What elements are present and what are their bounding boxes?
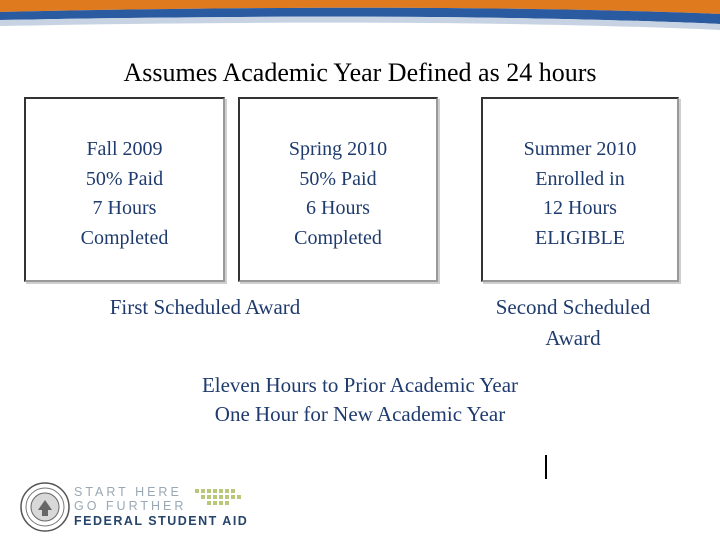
hours-allocation-note bbox=[0, 371, 720, 429]
second-scheduled-award-label bbox=[455, 292, 691, 354]
term-line: 12 Hours bbox=[543, 197, 617, 219]
logo-line: START HERE bbox=[74, 485, 182, 499]
term-line: 6 Hours bbox=[306, 197, 370, 219]
term-line: 7 Hours bbox=[92, 197, 157, 219]
award-line: Award bbox=[545, 326, 601, 350]
term-line: ELIGIBLE bbox=[535, 226, 625, 249]
term-text-fall-2009 bbox=[24, 135, 225, 253]
note-line: Eleven Hours to Prior Academic Year bbox=[201, 373, 519, 397]
term-line: 50% Paid bbox=[299, 167, 377, 190]
logo-dots-icon bbox=[195, 489, 255, 507]
term-line: Enrolled in bbox=[535, 167, 625, 190]
department-seal-icon bbox=[20, 482, 70, 532]
text-cursor bbox=[545, 455, 547, 479]
note-line: One Hour for New Academic Year bbox=[214, 402, 506, 426]
term-line: Spring 2010 bbox=[288, 138, 388, 160]
header-banner bbox=[0, 0, 720, 40]
term-line: Completed bbox=[80, 226, 169, 249]
term-text-summer-2010 bbox=[481, 135, 679, 253]
logo-line: GO FURTHER bbox=[74, 499, 187, 513]
term-line: 50% Paid bbox=[85, 167, 164, 190]
first-scheduled-award-label: First Scheduled Award bbox=[109, 295, 301, 319]
term-line: Completed bbox=[294, 226, 382, 249]
term-line: Fall 2009 bbox=[86, 138, 163, 160]
term-line: Summer 2010 bbox=[523, 138, 637, 160]
logo-line: FEDERAL STUDENT AID bbox=[74, 514, 249, 528]
award-line: Second Scheduled bbox=[495, 295, 651, 319]
page-title: Assumes Academic Year Defined as 24 hours bbox=[123, 58, 597, 87]
term-text-spring-2010 bbox=[238, 135, 438, 253]
